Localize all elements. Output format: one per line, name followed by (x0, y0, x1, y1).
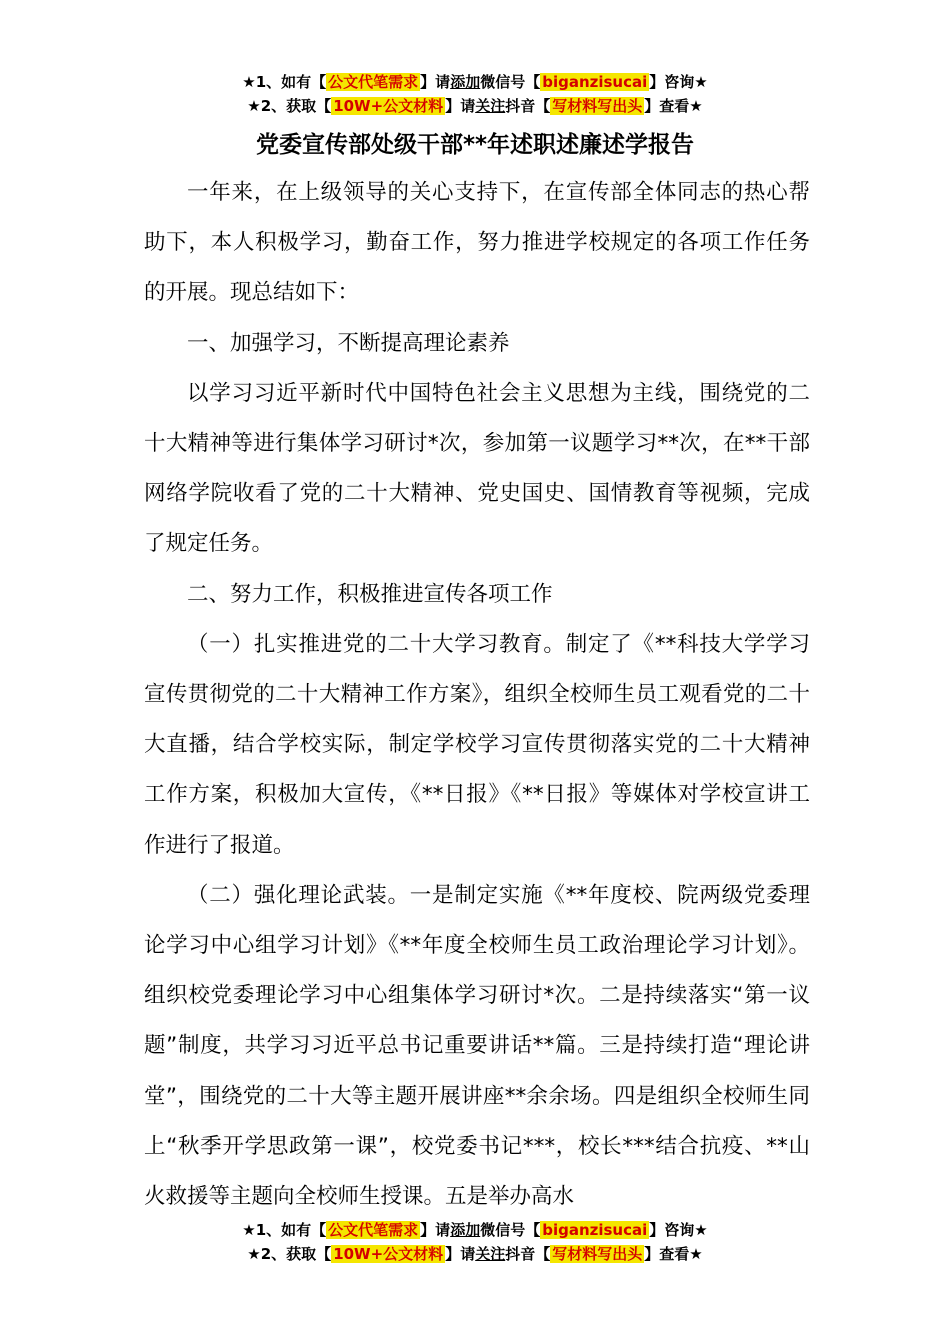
banner-line-1 (0, 70, 950, 94)
footer-banner (0, 1218, 950, 1266)
banner-text: 】查看★ (644, 1245, 703, 1263)
banner-highlight: biganzisucai (542, 73, 648, 91)
banner-text: ★2、获取【 (247, 97, 332, 115)
banner-text: 】咨询★ (649, 73, 708, 91)
banner-text: ★1、如有【 (242, 1221, 327, 1239)
banner-text: 】请 (445, 97, 476, 115)
banner-emphasis: 添加 (450, 1221, 481, 1239)
banner-text: 】请 (445, 1245, 476, 1263)
banner-text: 抖音【 (505, 97, 551, 115)
banner-text: ★2、获取【 (247, 1245, 332, 1263)
banner-highlight: biganzisucai (542, 1221, 648, 1239)
banner-highlight: 公文代笔需求 (328, 1221, 419, 1239)
banner-highlight: 10W+公文材料 (333, 1245, 444, 1263)
banner-line-1 (0, 1218, 950, 1242)
header-banner (0, 70, 950, 118)
section-heading: 二、努力工作，积极推进宣传各项工作 (187, 581, 553, 607)
paragraph: 以学习习近平新时代中国特色社会主义思想为主线，围绕党的二十大精神等进行集体学习研讨*次，参加第一议题学习**次，在**干部网络学院收看了党的二十大精神、党史国史、国情教育等视频，完成了规定任务。 (144, 380, 810, 557)
banner-highlight: 公文代笔需求 (328, 73, 419, 91)
document-title: 党委宣传部处级干部**年述职述廉述学报告 (255, 132, 695, 158)
banner-text: 】请 (420, 73, 451, 91)
banner-text: ★1、如有【 (242, 73, 327, 91)
banner-highlight: 10W+公文材料 (333, 97, 444, 115)
document-body (144, 168, 810, 1222)
section-heading: 一、加强学习，不断提高理论素养 (187, 330, 510, 356)
banner-highlight: 写材料写出头 (552, 1245, 643, 1263)
banner-text: 】请 (420, 1221, 451, 1239)
banner-text: 】咨询★ (649, 1221, 708, 1239)
banner-highlight: 写材料写出头 (552, 97, 643, 115)
banner-line-2 (0, 1242, 950, 1266)
paragraph: （一）扎实推进党的二十大学习教育。制定了《**科技大学学习宣传贯彻党的二十大精神工作方案》，组织全校师生员工观看党的二十大直播，结合学校实际，制定学校学习宣传贯彻落实党的二十大精神工作方案，积极加大宣传，《**日报》《**日报》等媒体对学校宣讲工作进行了报道。 (144, 631, 810, 858)
banner-text: 】查看★ (644, 97, 703, 115)
banner-emphasis: 添加 (450, 73, 481, 91)
banner-emphasis: 关注 (475, 1245, 506, 1263)
banner-line-2 (0, 94, 950, 118)
paragraph: （二）强化理论武装。一是制定实施《**年度校、院两级党委理论学习中心组学习计划》《**年度全校师生员工政治理论学习计划》。组织校党委理论学习中心组集体学习研讨*次。二是持续落实“第一议题”制度，共学习习近平总书记重要讲话**篇。三是持续打造“理论讲堂”，围绕党的二十大等主题开展讲座**余余场。四是组织全校师生同上“秋季开学思政第一课”，校党委书记***，校长***结合抗疫、**山火救援等主题向全校师生授课。五是举办高水 (144, 882, 810, 1210)
paragraph: 一年来，在上级领导的关心支持下，在宣传部全体同志的热心帮助下，本人积极学习，勤奋工作，努力推进学校规定的各项工作任务的开展。现总结如下： (144, 180, 810, 306)
banner-text: 抖音【 (505, 1245, 551, 1263)
banner-text: 微信号【 (480, 73, 541, 91)
banner-text: 微信号【 (480, 1221, 541, 1239)
banner-emphasis: 关注 (475, 97, 506, 115)
